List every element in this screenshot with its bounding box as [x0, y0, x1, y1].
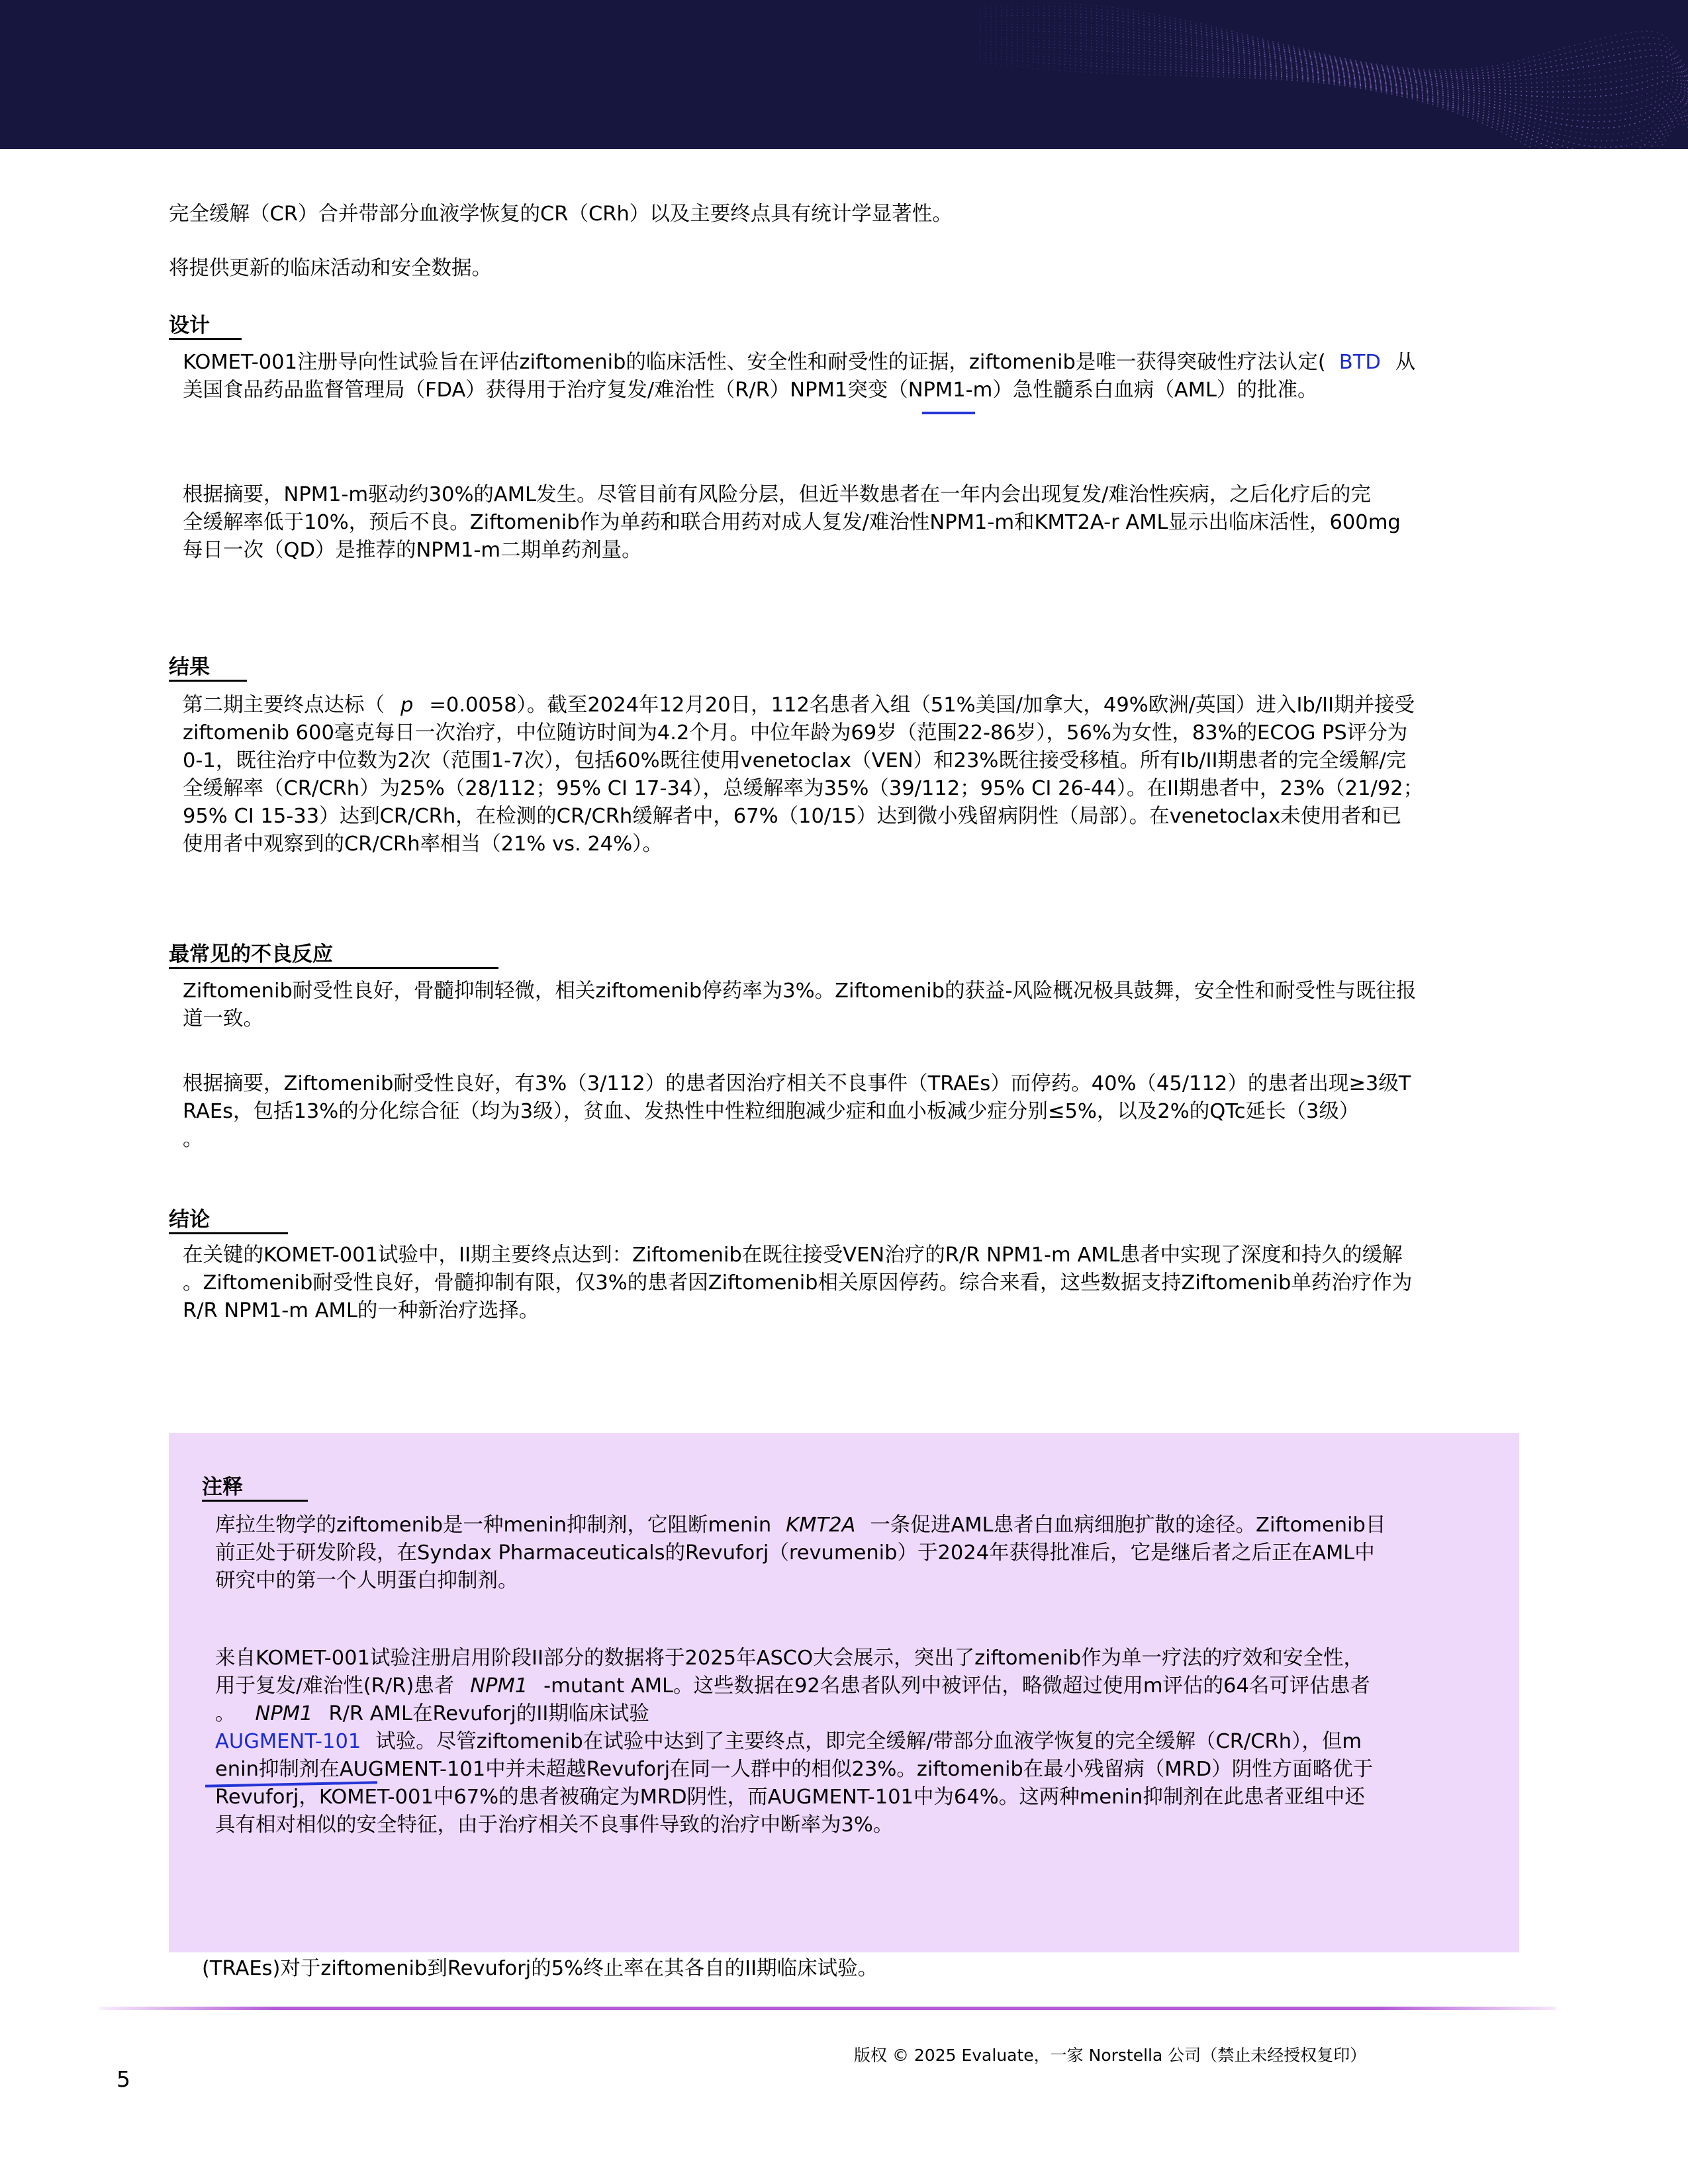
p-value-symbol: p	[400, 694, 414, 717]
notes-text: -mutant AML。这些数据在92名患者队列中被评估，略微超过使用m评估的64名可评估患者	[543, 1674, 1370, 1698]
conclusion-heading	[169, 1206, 210, 1233]
notes-heading	[202, 1474, 243, 1500]
notes-text: 。	[215, 1702, 236, 1725]
conclusion-line-2: 。Ziftomenib耐受性良好，骨髓抑制有限，仅3%的患者因Ziftomenib相关原因停药。综合来看，这些数据支持Ziftomenib单药治疗作为	[183, 1271, 1413, 1295]
design-heading-text: 设计	[169, 314, 210, 338]
notes-paragraph-2-line-4	[215, 1728, 1362, 1756]
adverse-heading	[169, 941, 333, 968]
heading-underline	[169, 967, 498, 969]
notes-paragraph-2-line-3	[215, 1700, 649, 1729]
heading-underline	[169, 680, 247, 682]
conclusion-line-1: 在关键的KOMET-001试验中，II期主要终点达到：Ziftomenib在既往接受VEN治疗的R/R NPM1-m AML患者中实现了深度和持久的缓解	[183, 1244, 1403, 1267]
notes-paragraph-2-line-1: 来自KOMET-001试验注册启用阶段II部分的数据将于2025年ASCO大会展示，突出了ziftomenib作为单一疗法的疗效和安全性，	[215, 1647, 1364, 1670]
notes-heading-text: 注释	[202, 1475, 243, 1499]
adverse-paragraph-1-line-1: Ziftomenib耐受性良好，骨髓抑制轻微，相关ziftomenib停药率为3%。Ziftomenib的获益-风险概况极具鼓舞，安全性和耐受性与既往报	[183, 979, 1417, 1003]
design-text: 从	[1395, 351, 1416, 374]
gene-name: NPM1	[255, 1702, 313, 1725]
notes-paragraph-1-line-1	[215, 1512, 1385, 1540]
footer-copyright: 版权 © 2025 Evaluate，一家 Norstella 公司（禁止未经授权复印）	[854, 2046, 1367, 2065]
design-heading	[169, 312, 210, 339]
results-text: =0.0058）。截至2024年12月20日，112名患者入组（51%美国/加拿大，49%欧洲/英国）进入Ib/II期并接受	[429, 694, 1415, 717]
results-line-1	[183, 692, 1415, 720]
header-wave-graphic	[0, 0, 1688, 149]
design-paragraph-2-line-3: 每日一次（QD）是推荐的NPM1-m二期单药剂量。	[183, 539, 642, 562]
results-line-4: 全缓解率（CR/CRh）为25%（28/112；95% CI 17-34），总缓解率为35%（39/112；95% CI 26-44）。在II期患者中，23%（21/92；	[183, 777, 1424, 800]
design-paragraph-1-line-1	[183, 349, 1415, 377]
notes-paragraph-1-line-2: 前正处于研发阶段，在Syndax Pharmaceuticals的Revuforj（revumenib）于2024年获得批准后，它是继后者之后正在AML中	[215, 1541, 1375, 1565]
results-heading-text: 结果	[169, 655, 210, 679]
notes-text: 用于复发/难治性(R/R)患者	[215, 1674, 455, 1698]
header-banner	[0, 0, 1688, 149]
design-text: KOMET-001注册导向性试验旨在评估ziftomenib的临床活性、安全性和耐受性的证据，ziftomenib是唯一获得突破性疗法认定(	[183, 351, 1326, 374]
gene-name: NPM1	[470, 1674, 528, 1698]
intro-line-2: 将提供更新的临床活动和安全数据。	[169, 257, 492, 280]
design-paragraph-1-line-2: 美国食品药品监督管理局（FDA）获得用于治疗复发/难治性（R/R）NPM1突变（NPM1-m）急性髓系白血病（AML）的批准。	[183, 379, 1318, 402]
footer-divider	[99, 2007, 1556, 2010]
gene-name: KMT2A	[786, 1514, 856, 1537]
page-number: 5	[117, 2066, 130, 2092]
heading-underline	[202, 1500, 308, 1502]
notes-text: 试验。尽管ziftomenib在试验中达到了主要终点，即完全缓解/带部分血液学恢复的完全缓解（CR/CRh），但m	[375, 1730, 1362, 1753]
adverse-paragraph-2-line-1: 根据摘要，Ziftomenib耐受性良好，有3%（3/112）的患者因治疗相关不良事件（TRAEs）而停药。40%（45/112）的患者出现≥3级T	[183, 1072, 1411, 1095]
notes-paragraph-2-line-6: Revuforj，KOMET-001中67%的患者被确定为MRD阴性，而AUGMENT-101中为64%。这两种menin抑制剂在此患者亚组中还	[215, 1786, 1365, 1809]
results-line-3: 0-1，既往治疗中位数为2次（范围1-7次），包括60%既往使用venetoclax（VEN）和23%既往接受移植。所有Ib/II期患者的完全缓解/完	[183, 749, 1407, 772]
results-heading	[169, 654, 210, 680]
conclusion-heading-text: 结论	[169, 1208, 210, 1232]
btd-link[interactable]: BTD	[1338, 351, 1381, 374]
notes-paragraph-1-line-3: 研究中的第一个人明蛋白抑制剂。	[215, 1569, 518, 1592]
link-underline-mark	[922, 412, 975, 414]
adverse-paragraph-2-line-3: 。	[183, 1128, 203, 1151]
heading-underline	[169, 1232, 288, 1234]
design-paragraph-2-line-1: 根据摘要，NPM1-m驱动约30%的AML发生。尽管目前有风险分层，但近半数患者在一年内会出现复发/难治性疾病，之后化疗后的完	[183, 483, 1371, 506]
conclusion-line-3: R/R NPM1-m AML的一种新治疗选择。	[183, 1299, 539, 1322]
notes-text: 一条促进AML患者白血病细胞扩散的途径。Ziftomenib目	[870, 1514, 1386, 1537]
adverse-heading-text: 最常见的不良反应	[169, 942, 333, 966]
results-text: 第二期主要终点达标（	[183, 694, 385, 717]
results-line-2: ziftomenib 600毫克每日一次治疗，中位随访时间为4.2个月。中位年龄为69岁（范围22-86岁），56%为女性，83%的ECOG PS评分为	[183, 721, 1408, 745]
notes-continuation: (TRAEs)对于ziftomenib到Revuforj的5%终止率在其各自的II期临床试验。	[202, 1957, 878, 1980]
intro-line-1: 完全缓解（CR）合并带部分血液学恢复的CR（CRh）以及主要终点具有统计学显著性。	[169, 203, 953, 226]
adverse-paragraph-2-line-2: RAEs，包括13%的分化综合征（均为3级），贫血、发热性中性粒细胞减少症和血小板减少症分别≤5%，以及2%的QTc延长（3级）	[183, 1100, 1360, 1123]
design-paragraph-2-line-2: 全缓解率低于10%，预后不良。Ziftomenib作为单药和联合用药对成人复发/难治性NPM1-m和KMT2A-r AML显示出临床活性，600mg	[183, 511, 1401, 534]
notes-text: 库拉生物学的ziftomenib是一种menin抑制剂，它阻断menin	[215, 1514, 772, 1537]
notes-paragraph-2-line-2	[215, 1672, 1370, 1701]
results-line-6: 使用者中观察到的CR/CRh率相当（21% vs. 24%）。	[183, 833, 663, 856]
notes-paragraph-2-line-5: enin抑制剂在AUGMENT-101中并未超越Revuforj在同一人群中的相似23%。ziftomenib在最小残留病（MRD）阴性方面略优于	[215, 1758, 1374, 1781]
heading-underline	[169, 338, 242, 340]
results-line-5: 95% CI 15-33）达到CR/CRh，在检测的CR/CRh缓解者中，67%（10/15）达到微小残留病阴性（局部）。在venetoclax未使用者和已	[183, 805, 1402, 828]
augment-101-link[interactable]: AUGMENT-101	[215, 1730, 361, 1753]
adverse-paragraph-1-line-2: 道一致。	[183, 1007, 263, 1030]
notes-text: R/R AML在Revuforj的II期临床试验	[328, 1702, 649, 1725]
notes-paragraph-2-line-7: 具有相对相似的安全特征，由于治疗相关不良事件导致的治疗中断率为3%。	[215, 1813, 894, 1837]
